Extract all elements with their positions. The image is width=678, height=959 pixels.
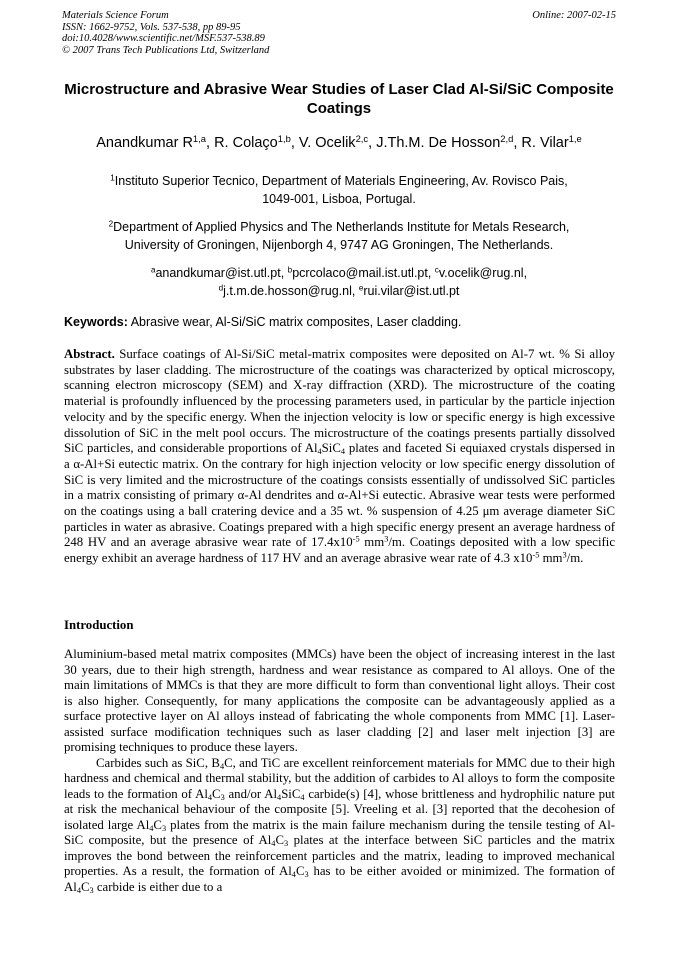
subscript: 3 bbox=[284, 839, 289, 849]
author-name: J.Th.M. De Hosson bbox=[376, 135, 501, 151]
subscript: 3 bbox=[161, 823, 167, 833]
affiliation-line: 1049-001, Lisboa, Portugal. bbox=[262, 192, 416, 206]
author-name: V. Ocelik bbox=[298, 135, 356, 151]
subscript: 4 bbox=[207, 792, 213, 802]
doi-line: doi:10.4028/www.scientific.net/MSF.537-538.89 bbox=[62, 33, 265, 44]
paragraph-text: SiC bbox=[281, 786, 301, 801]
paragraph-text: has to be either avoided or minimized. The formation of Al bbox=[64, 864, 615, 894]
email-address[interactable]: j.t.m.de.hosson@rug.nl bbox=[223, 284, 352, 298]
abstract-text: SiC bbox=[321, 441, 341, 456]
keywords bbox=[64, 314, 616, 330]
abstract-text: mm bbox=[359, 535, 385, 550]
journal-header bbox=[62, 10, 616, 56]
email-address[interactable]: rui.vilar@ist.utl.pt bbox=[363, 284, 460, 298]
affiliation-line: Department of Applied Physics and The Netherlands Institute for Metals Research, bbox=[113, 220, 570, 234]
author-affiliation-mark: 1,b bbox=[277, 132, 291, 144]
subscript: 3 bbox=[304, 870, 309, 880]
paragraph-text: C bbox=[153, 817, 162, 832]
author-affiliation-mark: 1,e bbox=[568, 132, 582, 144]
paragraph-text: plates from the matrix is the main failure mechanism during the tensile testing of Al-SiC composite, but the presence of Al bbox=[64, 817, 616, 847]
affiliation-mark: 2 bbox=[108, 219, 114, 229]
keywords-text: Abrasive wear, Al-Si/SiC matrix composites, Laser cladding. bbox=[130, 315, 462, 329]
abstract-text: Surface coatings of Al-Si/SiC metal-matrix composites were deposited on Al-7 wt. % Si alloy substrates by laser cladding. The microstructure of the coatings was characterized by optical microscopy, scanning electron microscopy (SEM) and X-ray diffraction (XRD). The microstructure of the coating material is profoundly influenced by the processing parameters used, in particular by the particle injection velocity and by the specific energy. When the injection velocity is low or specific energy is high excessive dissolution of SiC in the melt pool occurs. The microstructure of the coatings presents partially dissolved SiC particles, and considerable proportions of Al bbox=[64, 347, 615, 456]
subscript: 4 bbox=[340, 447, 346, 457]
paragraph bbox=[64, 756, 615, 896]
subscript: 4 bbox=[76, 885, 81, 895]
keywords-label: Keywords: bbox=[64, 315, 128, 329]
email-mark: a bbox=[150, 265, 156, 275]
email-list: $^a$anandkumar@ist.utl.pt, $^b$pcrcolaco@mail.ist.utl.pt, $^c$v.ocelik@rug.nl, $^d$j.t.m.de.hosson@rug.nl, $^e$rui.vilar@ist.utl.pt bbox=[150, 265, 528, 298]
subscript: 3 bbox=[89, 885, 94, 895]
paragraph-text: Carbides such as SiC, B bbox=[96, 755, 220, 770]
subscript: 4 bbox=[291, 870, 296, 880]
subscript: 4 bbox=[300, 792, 305, 802]
paragraph-text: C bbox=[295, 864, 305, 878]
abstract-text: /m. Coatings deposited with a low specific energy exhibit an average hardness of 117 HV and an average abrasive wear rate of 4.3 x10 bbox=[64, 535, 615, 566]
paragraph-text: C bbox=[80, 879, 90, 894]
author-name: R. Vilar bbox=[521, 135, 569, 151]
subscript: 4 bbox=[149, 823, 154, 833]
author-name: Anandkumar R bbox=[96, 135, 193, 151]
paragraph: Aluminium-based metal matrix composites (MMCs) have been the object of increasing interest in the last 30 years, due to their high strength, hardness and wear resistance as compared to Al alloys. One of the main limitations of MMCs is that they are more difficult to form than conventional light alloys. Their cost is also higher. Consequently, for many applications the composite can be advantageously applied as a surface protective layer on Al alloys instead of fabricating the whole components from MMC [1]. Laser-assisted surface modification techniques such as laser cladding [2] and laser melt injection [3] are promising techniques to produce these layers. bbox=[64, 647, 615, 754]
email-address[interactable]: pcrcolaco@mail.ist.utl.pt bbox=[292, 266, 428, 280]
section-heading: Introduction bbox=[64, 618, 134, 632]
subscript: 4 bbox=[317, 447, 322, 457]
copyright-line: © 2007 Trans Tech Publications Ltd, Switzerland bbox=[62, 44, 270, 56]
superscript: -5 bbox=[352, 534, 360, 544]
superscript: 3 bbox=[562, 550, 567, 560]
paragraph-text: plates at the interface between SiC particles and the matrix improves the bond between the reinforcement particles and the matrix, leading to improved mechanical properties. As a result, the formation of Al bbox=[64, 833, 615, 878]
email-mark: b bbox=[287, 265, 293, 275]
email-address[interactable]: anandkumar@ist.utl.pt bbox=[155, 266, 281, 280]
email-mark: c bbox=[434, 265, 439, 275]
subscript: 4 bbox=[271, 839, 276, 849]
affiliation-1 bbox=[60, 172, 618, 208]
author-affiliation-mark: 1,a bbox=[192, 132, 206, 144]
subscript: 4 bbox=[277, 792, 282, 802]
superscript: -5 bbox=[532, 550, 540, 560]
issn-line: ISSN: 1662-9752, Vols. 537-538, pp 89-95 bbox=[62, 21, 241, 33]
abstract-label: Abstract. bbox=[64, 347, 115, 361]
affiliation-2 bbox=[60, 218, 618, 254]
subscript: 3 bbox=[220, 792, 225, 802]
paragraph-text: C, and TiC are excellent reinforcement materials for MMC due to their high hardness and chemical and thermal stability, but the addition of carbides to Al alloys to form the composite leads to the formation of Al bbox=[64, 755, 615, 801]
abstract bbox=[64, 347, 615, 567]
paragraph-text: carbide(s) [4], whose brittleness and hydrophilic nature put at risk the mechanical behaviour of the composite [5]. Vreeling et al. [3] reported that the decohesion of isolated large Al bbox=[64, 786, 615, 832]
email-address[interactable]: v.ocelik@rug.nl bbox=[438, 266, 524, 280]
paragraph-text: and/or Al bbox=[224, 786, 278, 801]
author-list: Anandkumar R$^{1,a}$, R. Colaço$^{1,b}$, V. Ocelik$^{2,c}$, J.Th.M. De Hosson$^{2,d}$, R. Vilar$^{1,e}$ bbox=[96, 132, 582, 151]
affiliation-line: Instituto Superior Tecnico, Department of Materials Engineering, Av. Rovisco Pais, bbox=[114, 174, 568, 188]
paragraph-text: C bbox=[212, 786, 221, 801]
introduction-body bbox=[64, 647, 615, 895]
abstract-text: /m. bbox=[566, 551, 584, 566]
subscript: 4 bbox=[219, 761, 225, 771]
journal-name: Materials Science Forum bbox=[62, 10, 169, 21]
superscript: 3 bbox=[384, 534, 389, 544]
paragraph-text: C bbox=[275, 833, 284, 847]
abstract-text: plates and faceted Si equiaxed crystals dispersed in a α-Al+Si eutectic matrix. On the contrary for high injection velocity or low specific energy dissolution of SiC is very limited and the microstructure of the coatings consists essentially of undissolved SiC particles in a matrix consisting of primary α-Al dendrites and α-Al+Si eutectic. Abrasive wear tests were performed on the coatings using a ball cratering device and a 35 wt. % suspension of 4.25 μm average diameter SiC particles in water as abrasive. Coatings prepared with a high specific energy present an average hardness of 248 HV and an average abrasive wear rate of 17.4x10 bbox=[64, 441, 615, 550]
affiliation-line: University of Groningen, Nijenborgh 4, 9747 AG Groningen, The Netherlands. bbox=[124, 238, 554, 252]
author-name: R. Colaço bbox=[214, 135, 278, 151]
author-affiliation-mark: 2,c bbox=[355, 132, 369, 144]
abstract-text: mm bbox=[539, 551, 563, 566]
online-date: Online: 2007-02-15 bbox=[532, 10, 616, 21]
paragraph-text: carbide is either due to a bbox=[93, 879, 223, 894]
author-affiliation-mark: 2,d bbox=[500, 132, 514, 144]
affiliation-mark: 1 bbox=[110, 173, 115, 183]
email-mark: d bbox=[218, 283, 224, 293]
paper-title: Microstructure and Abrasive Wear Studies of Laser Clad Al-Si/SiC Composite Coatings bbox=[64, 81, 614, 117]
email-mark: e bbox=[358, 283, 364, 293]
